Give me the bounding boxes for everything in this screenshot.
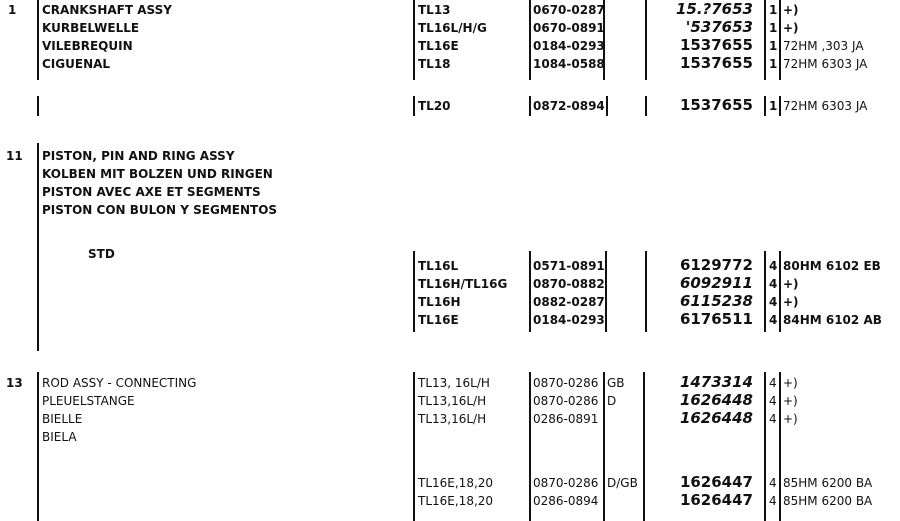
quantity: 4 bbox=[769, 412, 777, 426]
rule-model-1 bbox=[413, 0, 415, 80]
item-number: 11 bbox=[6, 149, 23, 163]
part-number: 1626448 bbox=[679, 409, 753, 427]
description-fr: VILEBREQUIN bbox=[42, 39, 133, 53]
dates: 0872-0894 bbox=[533, 99, 605, 113]
item-number: 13 bbox=[6, 376, 23, 390]
model: TL20 bbox=[418, 99, 451, 113]
rule-dates-3 bbox=[529, 372, 531, 521]
model: TL16E,18,20 bbox=[418, 494, 494, 508]
model: TL13, 16L/H bbox=[418, 376, 490, 390]
rule-desc-sec2 bbox=[37, 143, 39, 351]
code: GB bbox=[607, 376, 625, 390]
model: TL18 bbox=[418, 57, 451, 71]
description-en: CRANKSHAFT ASSY bbox=[42, 3, 172, 17]
description-es: CIGUENAL bbox=[42, 57, 111, 71]
dates: 0184-0293 bbox=[533, 39, 605, 53]
note: +) bbox=[783, 376, 798, 390]
model: TL13,16L/H bbox=[418, 412, 487, 426]
rule-note-1 bbox=[779, 0, 781, 80]
note: +) bbox=[783, 21, 799, 35]
part-number: 1537655 bbox=[679, 96, 753, 114]
part-number: 1626447 bbox=[679, 473, 753, 491]
note: +) bbox=[783, 412, 798, 426]
dates: 0286-0894 bbox=[533, 494, 599, 508]
dates: 0870-0882 bbox=[533, 277, 605, 291]
rule-code-2 bbox=[605, 251, 607, 332]
rule-desc-mid bbox=[37, 96, 39, 116]
code: D/GB bbox=[607, 476, 638, 490]
quantity: 1 bbox=[769, 99, 778, 113]
model: TL16H bbox=[418, 295, 461, 309]
note: +) bbox=[783, 277, 799, 291]
model: TL16E,18,20 bbox=[418, 476, 494, 490]
rule-note-2 bbox=[779, 251, 781, 332]
rule-qty-3 bbox=[764, 372, 766, 521]
description-fr: BIELLE bbox=[42, 412, 83, 426]
rule-note-3 bbox=[779, 372, 781, 521]
part-number: 6129772 bbox=[679, 256, 753, 274]
quantity: 4 bbox=[769, 376, 777, 390]
description-en: PISTON, PIN AND RING ASSY bbox=[42, 149, 235, 163]
part-number: 6115238 bbox=[679, 292, 753, 310]
rule-model-3 bbox=[413, 372, 415, 521]
quantity: 4 bbox=[769, 494, 777, 508]
rule-code-1b bbox=[606, 96, 608, 116]
model: TL16L bbox=[418, 259, 459, 273]
dates: 0870-0286 bbox=[533, 394, 599, 408]
quantity: 4 bbox=[769, 394, 777, 408]
rule-model-1b bbox=[413, 96, 415, 116]
note: +) bbox=[783, 394, 798, 408]
quantity: 1 bbox=[769, 21, 778, 35]
dates: 0870-0286 bbox=[533, 476, 599, 490]
dates: 0670-0891 bbox=[533, 21, 605, 35]
model: TL16E bbox=[418, 313, 459, 327]
model: TL13,16L/H bbox=[418, 394, 487, 408]
part-number: '537653 bbox=[685, 18, 753, 36]
item-number: 1 bbox=[8, 3, 17, 17]
rule-dates-1b bbox=[529, 96, 531, 116]
quantity: 4 bbox=[769, 259, 778, 273]
quantity: 4 bbox=[769, 313, 778, 327]
note: 72HM 6303 JA bbox=[783, 99, 868, 113]
part-number: 1473314 bbox=[679, 373, 753, 391]
description-de: KOLBEN MIT BOLZEN UND RINGEN bbox=[42, 167, 273, 181]
model: TL16H/TL16G bbox=[418, 277, 508, 291]
dates: 0184-0293 bbox=[533, 313, 605, 327]
quantity: 4 bbox=[769, 295, 778, 309]
part-number: 15.?7653 bbox=[675, 0, 753, 18]
rule-desc-top bbox=[37, 0, 39, 80]
note: +) bbox=[783, 295, 799, 309]
note: 84HM 6102 AB bbox=[783, 313, 882, 327]
part-number: 1626447 bbox=[679, 491, 753, 509]
dates: 0286-0891 bbox=[533, 412, 599, 426]
note: 80HM 6102 EB bbox=[783, 259, 881, 273]
dates: 0670-0287 bbox=[533, 3, 605, 17]
description-de: KURBELWELLE bbox=[42, 21, 140, 35]
rule-qty-1 bbox=[764, 0, 766, 80]
note: +) bbox=[783, 3, 799, 17]
dates: 0882-0287 bbox=[533, 295, 605, 309]
part-number: 1537655 bbox=[679, 36, 753, 54]
model: TL16L/H/G bbox=[418, 21, 487, 35]
description-es: BIELA bbox=[42, 430, 77, 444]
rule-model-2 bbox=[413, 251, 415, 332]
rule-desc-sec3 bbox=[37, 372, 39, 521]
part-number: 6176511 bbox=[679, 310, 753, 328]
quantity: 4 bbox=[769, 277, 778, 291]
model: TL16E bbox=[418, 39, 459, 53]
quantity: 4 bbox=[769, 476, 777, 490]
quantity: 1 bbox=[769, 3, 778, 17]
size-label: STD bbox=[88, 247, 115, 261]
rule-code-3 bbox=[603, 372, 605, 521]
note: 72HM ,303 JA bbox=[783, 39, 864, 53]
note: 85HM 6200 BA bbox=[783, 476, 873, 490]
note: 72HM 6303 JA bbox=[783, 57, 868, 71]
description-de: PLEUELSTANGE bbox=[42, 394, 135, 408]
description-es: PISTON CON BULON Y SEGMENTOS bbox=[42, 203, 278, 217]
dates: 0571-0891 bbox=[533, 259, 605, 273]
rule-qty-2 bbox=[764, 251, 766, 332]
rule-dates-2 bbox=[529, 251, 531, 332]
quantity: 1 bbox=[769, 39, 778, 53]
rule-qty-1b bbox=[764, 96, 766, 116]
dates: 1084-0588 bbox=[533, 57, 605, 71]
part-number: 6092911 bbox=[679, 274, 753, 292]
part-number: 1537655 bbox=[679, 54, 753, 72]
dates: 0870-0286 bbox=[533, 376, 599, 390]
quantity: 1 bbox=[769, 57, 778, 71]
description-en: ROD ASSY - CONNECTING bbox=[42, 376, 197, 390]
note: 85HM 6200 BA bbox=[783, 494, 873, 508]
part-number: 1626448 bbox=[679, 391, 753, 409]
description-fr: PISTON AVEC AXE ET SEGMENTS bbox=[42, 185, 261, 199]
model: TL13 bbox=[418, 3, 451, 17]
rule-note-1b bbox=[779, 96, 781, 116]
code: D bbox=[607, 394, 617, 408]
rule-dates-1 bbox=[529, 0, 531, 80]
